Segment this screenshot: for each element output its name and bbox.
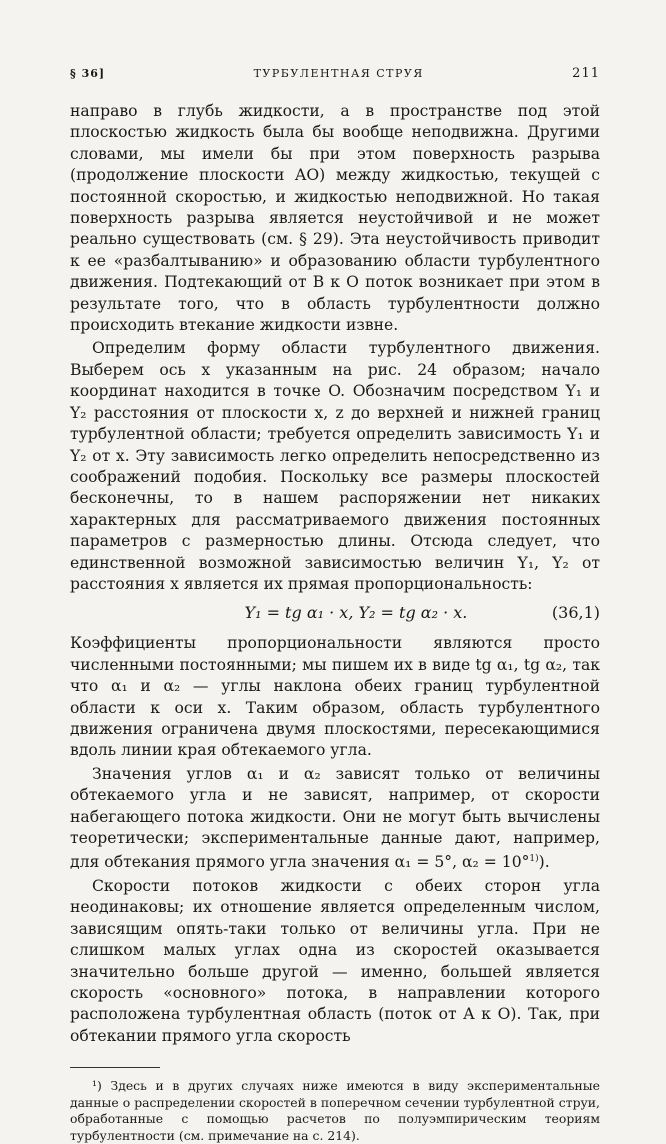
paragraph-4-end: ). — [538, 853, 550, 872]
equation-formula: Y₁ = tg α₁ · x, Y₂ = tg α₂ · x. — [244, 602, 468, 622]
paragraph-2: Определим форму области турбулентного движения. Выберем ось x указанным на рис. 24 образом; начало координат находится в точке O. Обозначим посредством Y₁ и Y₂ расстояния от плоскости x, z до верхней и нижней границ турбулентной области; требуется определить зависимость Y₁ и Y₂ от x. Эту зависимость легко определить непосредственно из соображений подобия. Поскольку все размеры плоскостей бесконечны, то в нашем распоряжении нет никаких характерных для рассматриваемого движения постоянных параметров с размерностью длины. Отсюда следует, что единственной возможной зависимостью величин Y₁, Y₂ от расстояния x является их прямая пропорциональность: — [70, 339, 600, 593]
paragraph-4-text: Значения углов α₁ и α₂ зависят только от величины обтекаемого угла и не зависят, например, от скорости набегающего потока жидкости. Они не могут быть вычислены теоретически; экспериментальные данные дают, например, для обтекания прямого угла значения α₁ = 5°, α₂ = 10° — [70, 764, 600, 872]
footnote-ref[interactable]: 1) — [529, 854, 539, 865]
paragraph-3: Коэффициенты пропорциональности являются просто численными постоянными; мы пишем их в виде tg α₁, tg α₂, так что α₁ и α₂ — углы наклона обеих границ турбулентной области к оси x. Таким образом, область турбулентного движения ограничена двумя плоскостями, пересекающимися вдоль линии края обтекаемого угла. — [70, 634, 600, 760]
equation-number: (36,1) — [551, 602, 600, 622]
paragraph-4 — [70, 764, 600, 874]
footnote-text: Здесь и в других случаях ниже имеются в виду экспериментальные данные о распределении скоростей в поперечном сечении турбулентной струи, обработанные с помощью расчетов по полуэмпирическим теориям турбулентности (см. примечание на с. 214). — [70, 1078, 600, 1143]
footnote-rule — [70, 1067, 160, 1068]
paragraph-5: Скорости потоков жидкости с обеих сторон угла неодинаковы; их отношение является определенным числом, зависящим опять-таки только от величины угла. При не слишком малых углах одна из скоростей оказывается значительно больше другой — именно, большей является скорость «основного» потока, в направлении которого расположена турбулентная область (поток от A к O). Так, при обтекании прямого угла скорость — [70, 877, 600, 1045]
footnote-marker: ¹) — [92, 1078, 102, 1094]
paragraph-1: направо в глубь жидкости, а в пространстве под этой плоскостью жидкость была бы вообще неподвижна. Другими словами, мы имели бы при этом поверхность разрыва (продолжение плоскости AO) между жидкостью, текущей с постоянной скоростью, и жидкостью неподвижной. Но такая поверхность разрыва является неустойчивой и не может реально существовать (см. § 29). Эта неустойчивость приводит к ее «разбалтыванию» и образованию области турбулентного движения. Подтекающий от B к O поток возникает при этом в результате того, что в область турбулентности должно происходить втекание жидкости извне. — [70, 102, 600, 335]
page-number: 211 — [572, 66, 600, 81]
equation-36-1 — [70, 591, 600, 633]
page — [70, 66, 600, 1144]
section-number: § 36] — [70, 67, 106, 80]
footnote — [70, 1078, 600, 1144]
running-title: ТУРБУЛЕНТНАЯ СТРУЯ — [253, 67, 424, 80]
running-head — [70, 66, 600, 81]
